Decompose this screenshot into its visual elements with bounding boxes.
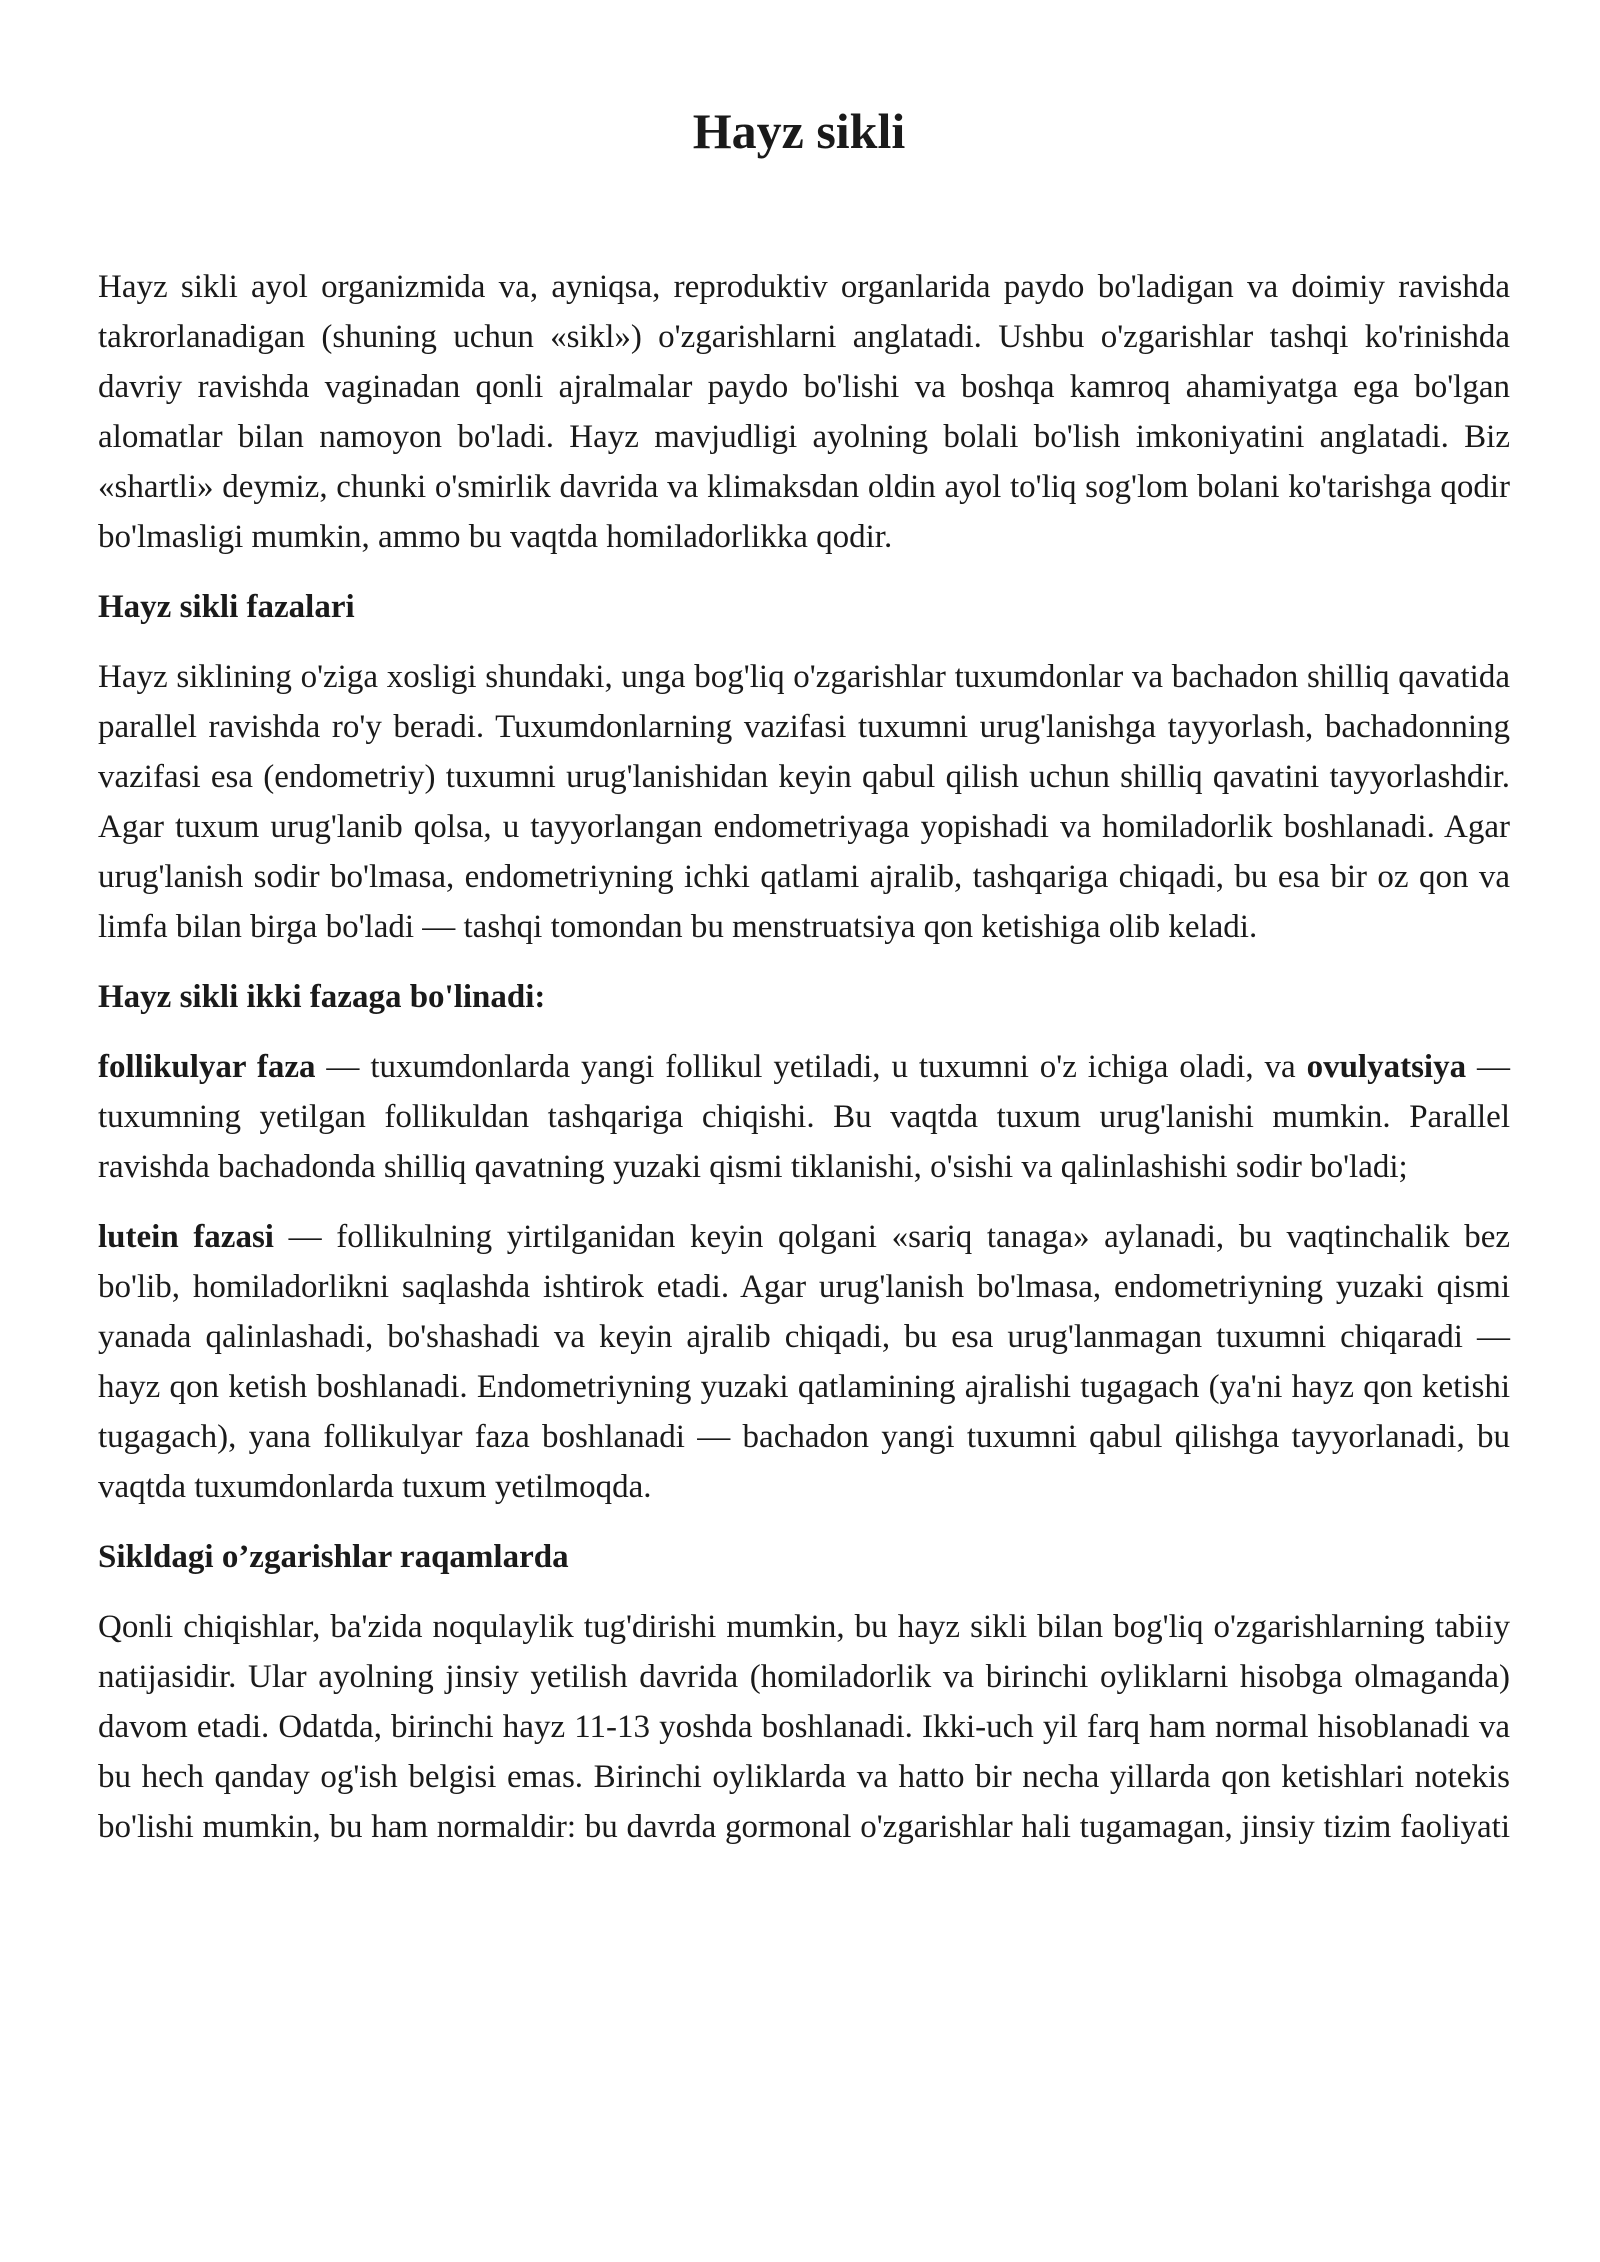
numbers-paragraph: Qonli chiqishlar, ba'zida noqulaylik tug'dirishi mumkin, bu hayz sikli bilan bog'liq o'zgarishlarning tabiiy natijasidir. Ular ayolning jinsiy yetilish davrida (homiladorlik va birinchi oyliklarni hisobga olmaganda) davom etadi. Odatda, birinchi hayz 11-13 yoshda boshlanadi. Ikki-uch yil farq ham normal hisoblanadi va bu hech qanday og'ish belgisi emas. Birinchi oyliklarda va hatto bir necha yillarda qon ketishlari notekis bo'lishi mumkin, bu ham normaldir: bu davrda gormonal o'zgarishlar hali tugamagan, jinsiy tizim faoliyati (98, 1609, 1510, 1845)
follicular-phase-term: follikulyar faza (98, 1049, 316, 1085)
follicular-phase-paragraph (98, 1042, 1510, 1192)
luteal-phase-term: lutein fazasi (98, 1219, 274, 1255)
intro-paragraph: Hayz sikli ayol organizmida va, ayniqsa, reproduktiv organlarida paydo bo'ladigan va doimiy ravishda takrorlanadigan (shuning uchun «sikl») o'zgarishlarni anglatadi. Ushbu o'zgarishlar tashqi ko'rinishda davriy ravishda vaginadan qonli ajralmalar paydo bo'lishi va boshqa kamroq ahamiyatga ega bo'lgan alomatlar bilan namoyon bo'ladi. Hayz mavjudligi ayolning bolali bo'lish imkoniyatini anglatadi. Biz «shartli» deymiz, chunki o'smirlik davrida va klimaksdan oldin ayol to'liq sog'lom bolani ko'tarishga qodir bo'lmasligi mumkin, ammo bu vaqtda homiladorlikka qodir. (98, 269, 1510, 555)
page-title: Hayz sikli (692, 103, 906, 159)
document-page (98, 96, 1510, 1872)
ovulation-text: — tuxumning yetilgan follikuldan tashqariga chiqishi. Bu vaqtda tuxum urug'lanishi mumkin. Parallel ravishda bachadonda shilliq qavatning yuzaki qismi tiklanishi, o'sishi va qalinlashishi sodir bo'ladi; (98, 1049, 1511, 1185)
luteal-phase-paragraph (98, 1212, 1510, 1512)
luteal-phase-text: — follikulning yirtilganidan keyin qolgani «sariq tanaga» aylanadi, bu vaqtinchalik bez bo'lib, homiladorlikni saqlashda ishtirok etadi. Agar urug'lanish bo'lmasa, endometriyning yuzaki qismi yanada qalinlashadi, bo'shashadi va keyin ajralib chiqadi, bu esa urug'lanmagan tuxumni chiqaradi — hayz qon ketish boshlanadi. Endometriyning yuzaki qatlamining ajralishi tugagach (ya'ni hayz qon ketishi tugagach), yana follikulyar faza boshlanadi — bachadon yangi tuxumni qabul qilishga tayyorlanadi, bu vaqtda tuxumdonlarda tuxum yetilmoqda. (98, 1219, 1511, 1505)
ovulation-term: ovulyatsiya (1306, 1049, 1467, 1085)
follicular-phase-text: — tuxumdonlarda yangi follikul yetiladi, u tuxumni o'z ichiga oladi, va (315, 1049, 1307, 1085)
section-heading-two-phases: Hayz sikli ikki fazaga bo'linadi: (98, 979, 546, 1015)
section-heading-numbers: Sikldagi o’zgarishlar raqamlarda (98, 1539, 569, 1575)
section-heading-phases: Hayz sikli fazalari (98, 589, 355, 625)
phases-paragraph: Hayz siklining o'ziga xosligi shundaki, unga bog'liq o'zgarishlar tuxumdonlar va bachadon shilliq qavatida parallel ravishda ro'y beradi. Tuxumdonlarning vazifasi tuxumni urug'lanishga tayyorlash, bachadonning vazifasi esa (endometriy) tuxumni urug'lanishidan keyin qabul qilish uchun shilliq qavatini tayyorlashdir. Agar tuxum urug'lanib qolsa, u tayyorlangan endometriyaga yopishadi va homiladorlik boshlanadi. Agar urug'lanish sodir bo'lmasa, endometriyning ichki qatlami ajralib, tashqariga chiqadi, bu esa bir oz qon va limfa bilan birga bo'ladi — tashqi tomondan bu menstruatsiya qon ketishiga olib keladi. (98, 659, 1510, 945)
